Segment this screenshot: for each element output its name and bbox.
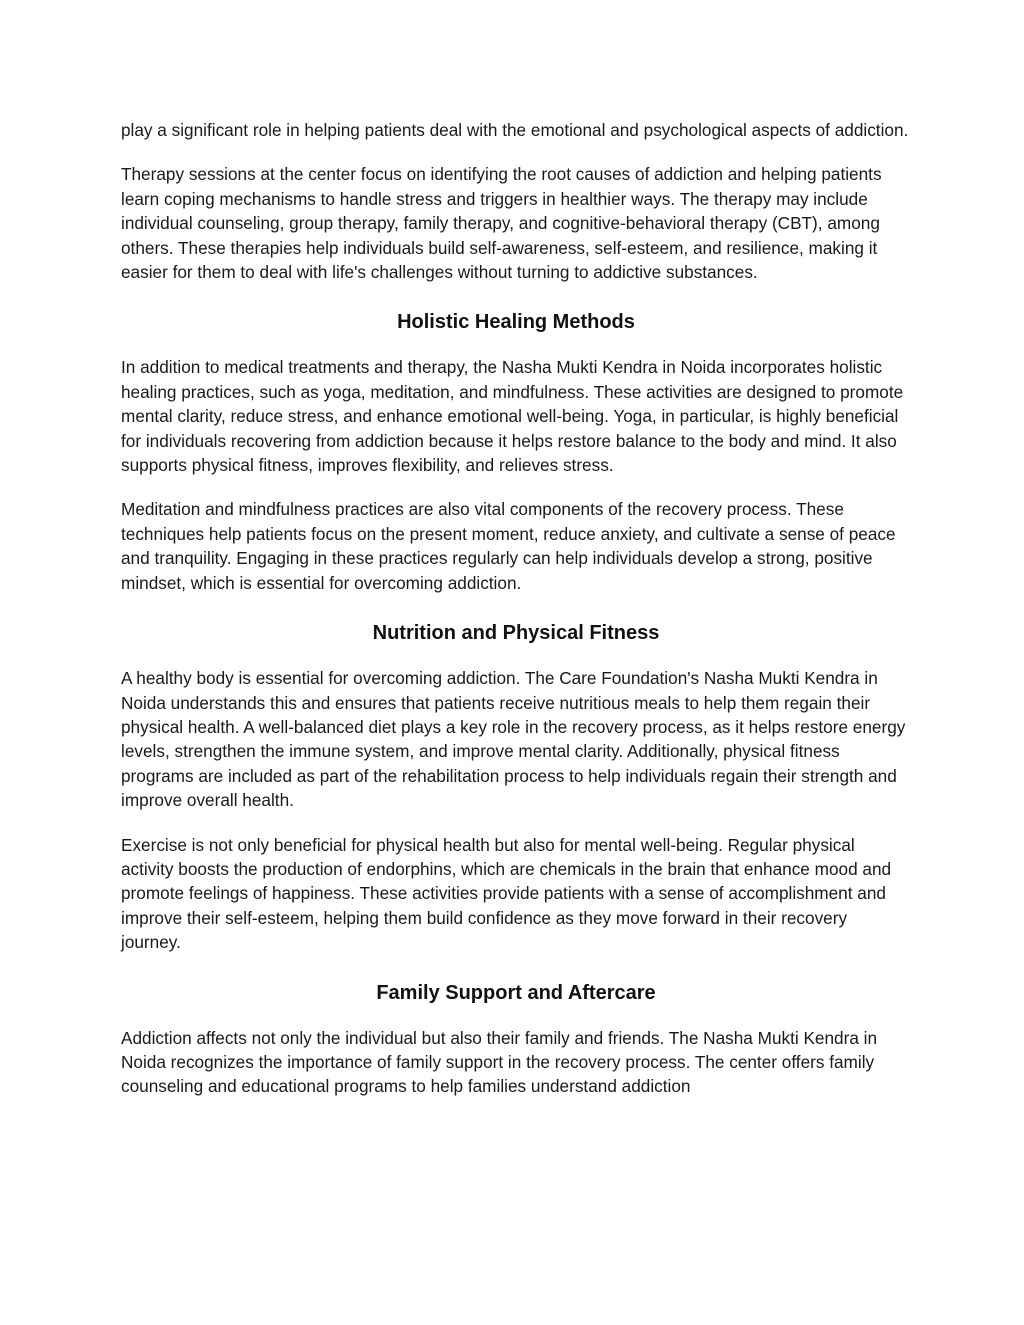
document-page <box>121 118 911 1099</box>
section-heading-family-support: Family Support and Aftercare <box>376 981 656 1004</box>
holistic-paragraph-2: Meditation and mindfulness practices are also vital components of the recovery process. These techniques help patients focus on the present moment, reduce anxiety, and cultivate a sense of peace and tranquility. Engaging in these practices regularly can help individuals develop a strong, positive mindset, which is essential for overcoming addiction. <box>121 499 896 593</box>
nutrition-paragraph-2: Exercise is not only beneficial for physical health but also for mental well-being. Regular physical activity boosts the production of endorphins, which are chemicals in the brain that enhance mood and promote feelings of happiness. These activities provide patients with a sense of accomplishment and improve their self-esteem, helping them build confidence as they move forward in their recovery journey. <box>121 834 892 953</box>
family-paragraph-1: Addiction affects not only the individual but also their family and friends. The Nasha Mukti Kendra in Noida recognizes the importance of family support in the recovery process. The center offers family counseling and educational programs to help families understand addiction <box>121 1027 878 1097</box>
intro-paragraph-2: Therapy sessions at the center focus on identifying the root causes of addiction and helping patients learn coping mechanisms to handle stress and triggers in healthier ways. The therapy may include individual counseling, group therapy, family therapy, and cognitive-behavioral therapy (CBT), among others. These therapies help individuals build self-awareness, self-esteem, and resilience, making it easier for them to deal with life's challenges without turning to addictive substances. <box>121 164 882 283</box>
nutrition-paragraph-1: A healthy body is essential for overcoming addiction. The Care Foundation's Nasha Mukti Kendra in Noida understands this and ensures that patients receive nutritious meals to help them regain their physical health. A well-balanced diet plays a key role in the recovery process, as it helps restore energy levels, strengthen the immune system, and improve mental clarity. Additionally, physical fitness programs are included as part of the rehabilitation process to help individuals regain their strength and improve overall health. <box>121 668 906 811</box>
holistic-paragraph-1: In addition to medical treatments and therapy, the Nasha Mukti Kendra in Noida incorporates holistic healing practices, such as yoga, meditation, and mindfulness. These activities are designed to promote mental clarity, reduce stress, and enhance emotional well-being. Yoga, in particular, is highly beneficial for individuals recovering from addiction because it helps restore balance to the body and mind. It also supports physical fitness, improves flexibility, and relieves stress. <box>121 357 904 476</box>
section-heading-nutrition-fitness: Nutrition and Physical Fitness <box>372 622 660 645</box>
intro-paragraph-1: play a significant role in helping patients deal with the emotional and psychological aspects of addiction. <box>121 120 909 140</box>
section-heading-holistic-healing: Holistic Healing Methods <box>397 311 635 334</box>
